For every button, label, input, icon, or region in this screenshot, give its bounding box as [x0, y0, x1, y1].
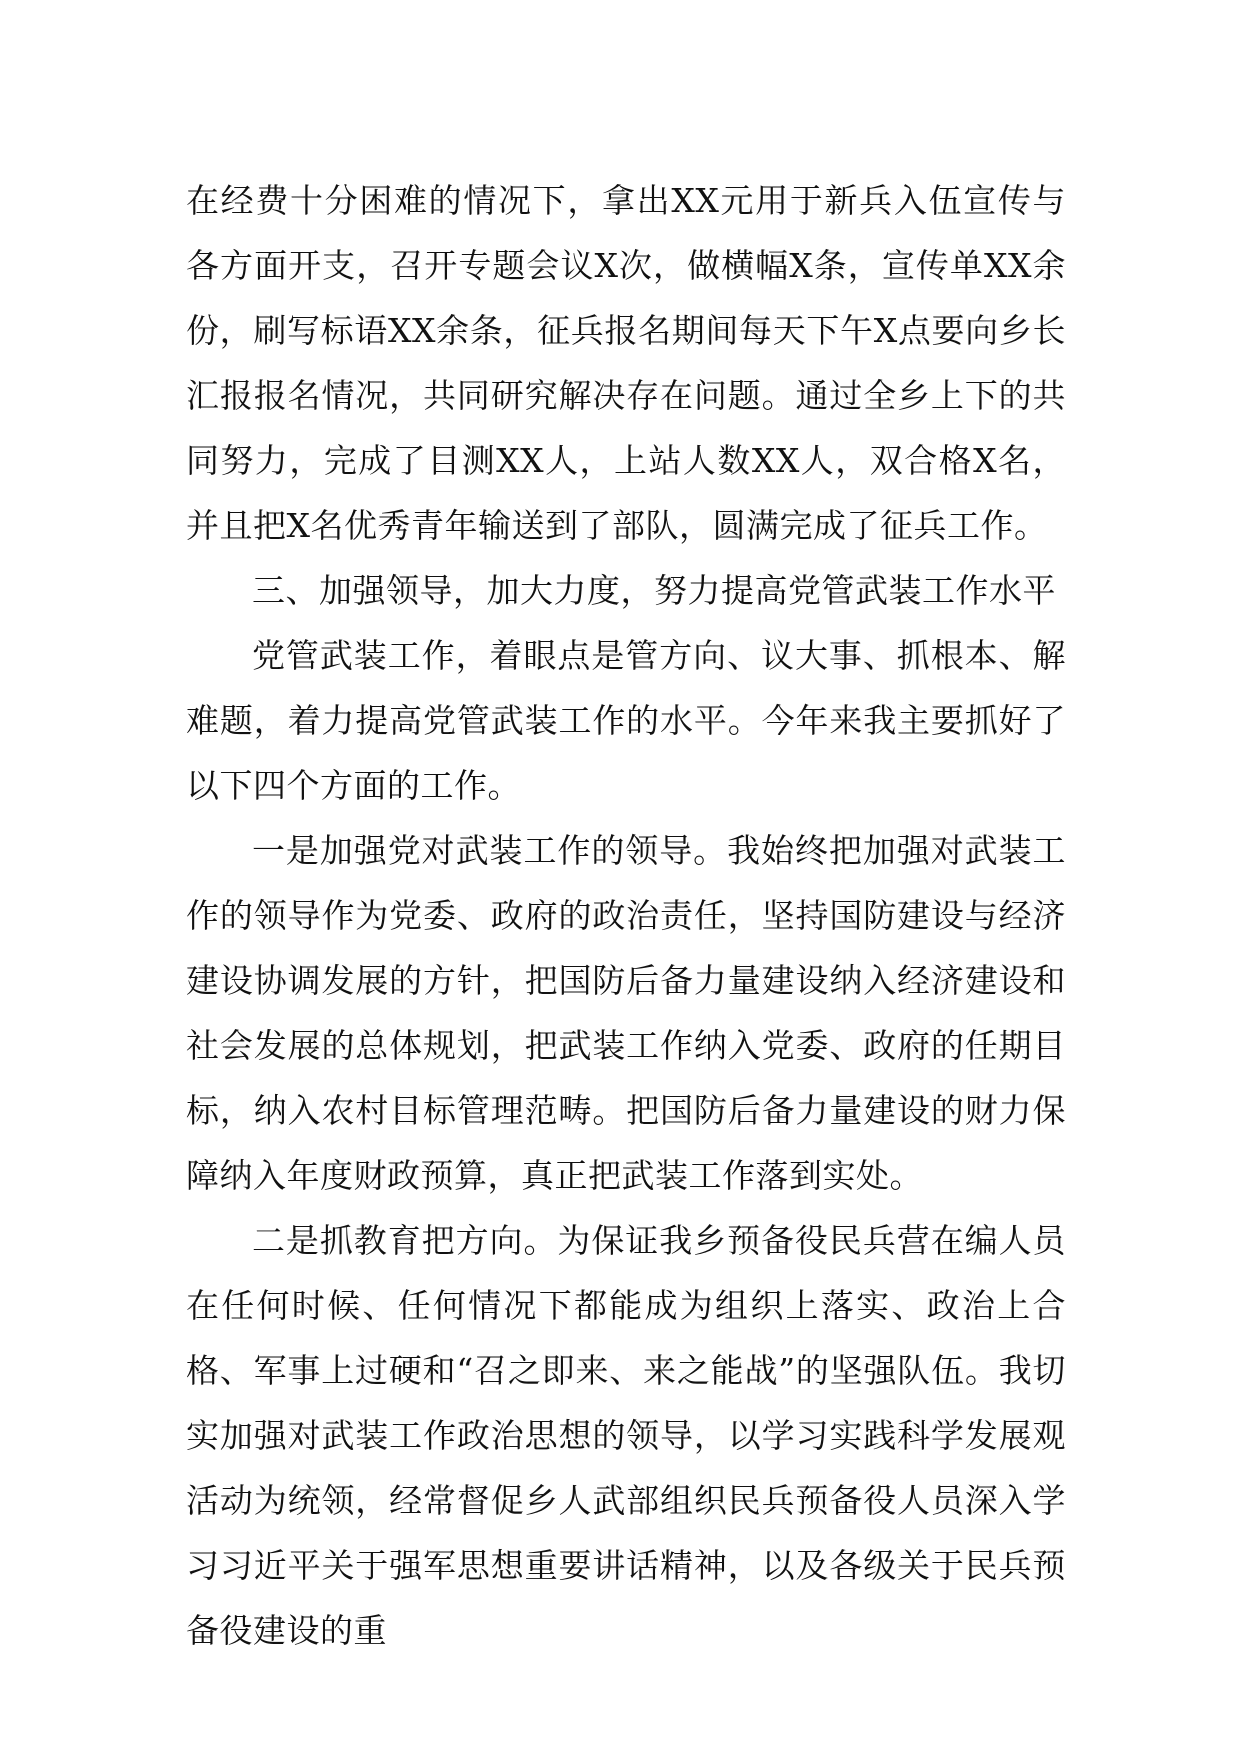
paragraph-continuation: 在经费十分困难的情况下，拿出XX元用于新兵入伍宣传与各方面开支，召开专题会议X次，做横幅X条，宣传单XX余份，刷写标语XX余条，征兵报名期间每天下午X点要向乡长汇报报名情况，共同研究解决存在问题。通过全乡上下的共同努力，完成了目测XX人，上站人数XX人，双合格X名，并且把X名优秀青年输送到了部队，圆满完成了征兵工作。 — [186, 181, 1066, 545]
document-body — [186, 168, 1066, 1663]
section-heading: 三、加强领导，加大力度，努力提高党管武装工作水平 — [252, 571, 1056, 610]
paragraph-point-one: 一是加强党对武装工作的领导。我始终把加强对武装工作的领导作为党委、政府的政治责任，坚持国防建设与经济建设协调发展的方针，把国防后备力量建设纳入经济建设和社会发展的总体规划，把武装工作纳入党委、政府的任期目标，纳入农村目标管理范畴。把国防后备力量建设的财力保障纳入年度财政预算，真正把武装工作落到实处。 — [186, 831, 1066, 1195]
paragraph-intro: 党管武装工作，着眼点是管方向、议大事、抓根本、解难题，着力提高党管武装工作的水平。今年来我主要抓好了以下四个方面的工作。 — [186, 636, 1066, 805]
paragraph-point-two: 二是抓教育把方向。为保证我乡预备役民兵营在编人员在任何时候、任何情况下都能成为组织上落实、政治上合格、军事上过硬和“召之即来、来之能战”的坚强队伍。我切实加强对武装工作政治思想的领导，以学习实践科学发展观活动为统领，经常督促乡人武部组织民兵预备役人员深入学习习近平关于强军思想重要讲话精神，以及各级关于民兵预备役建设的重 — [186, 1221, 1066, 1650]
